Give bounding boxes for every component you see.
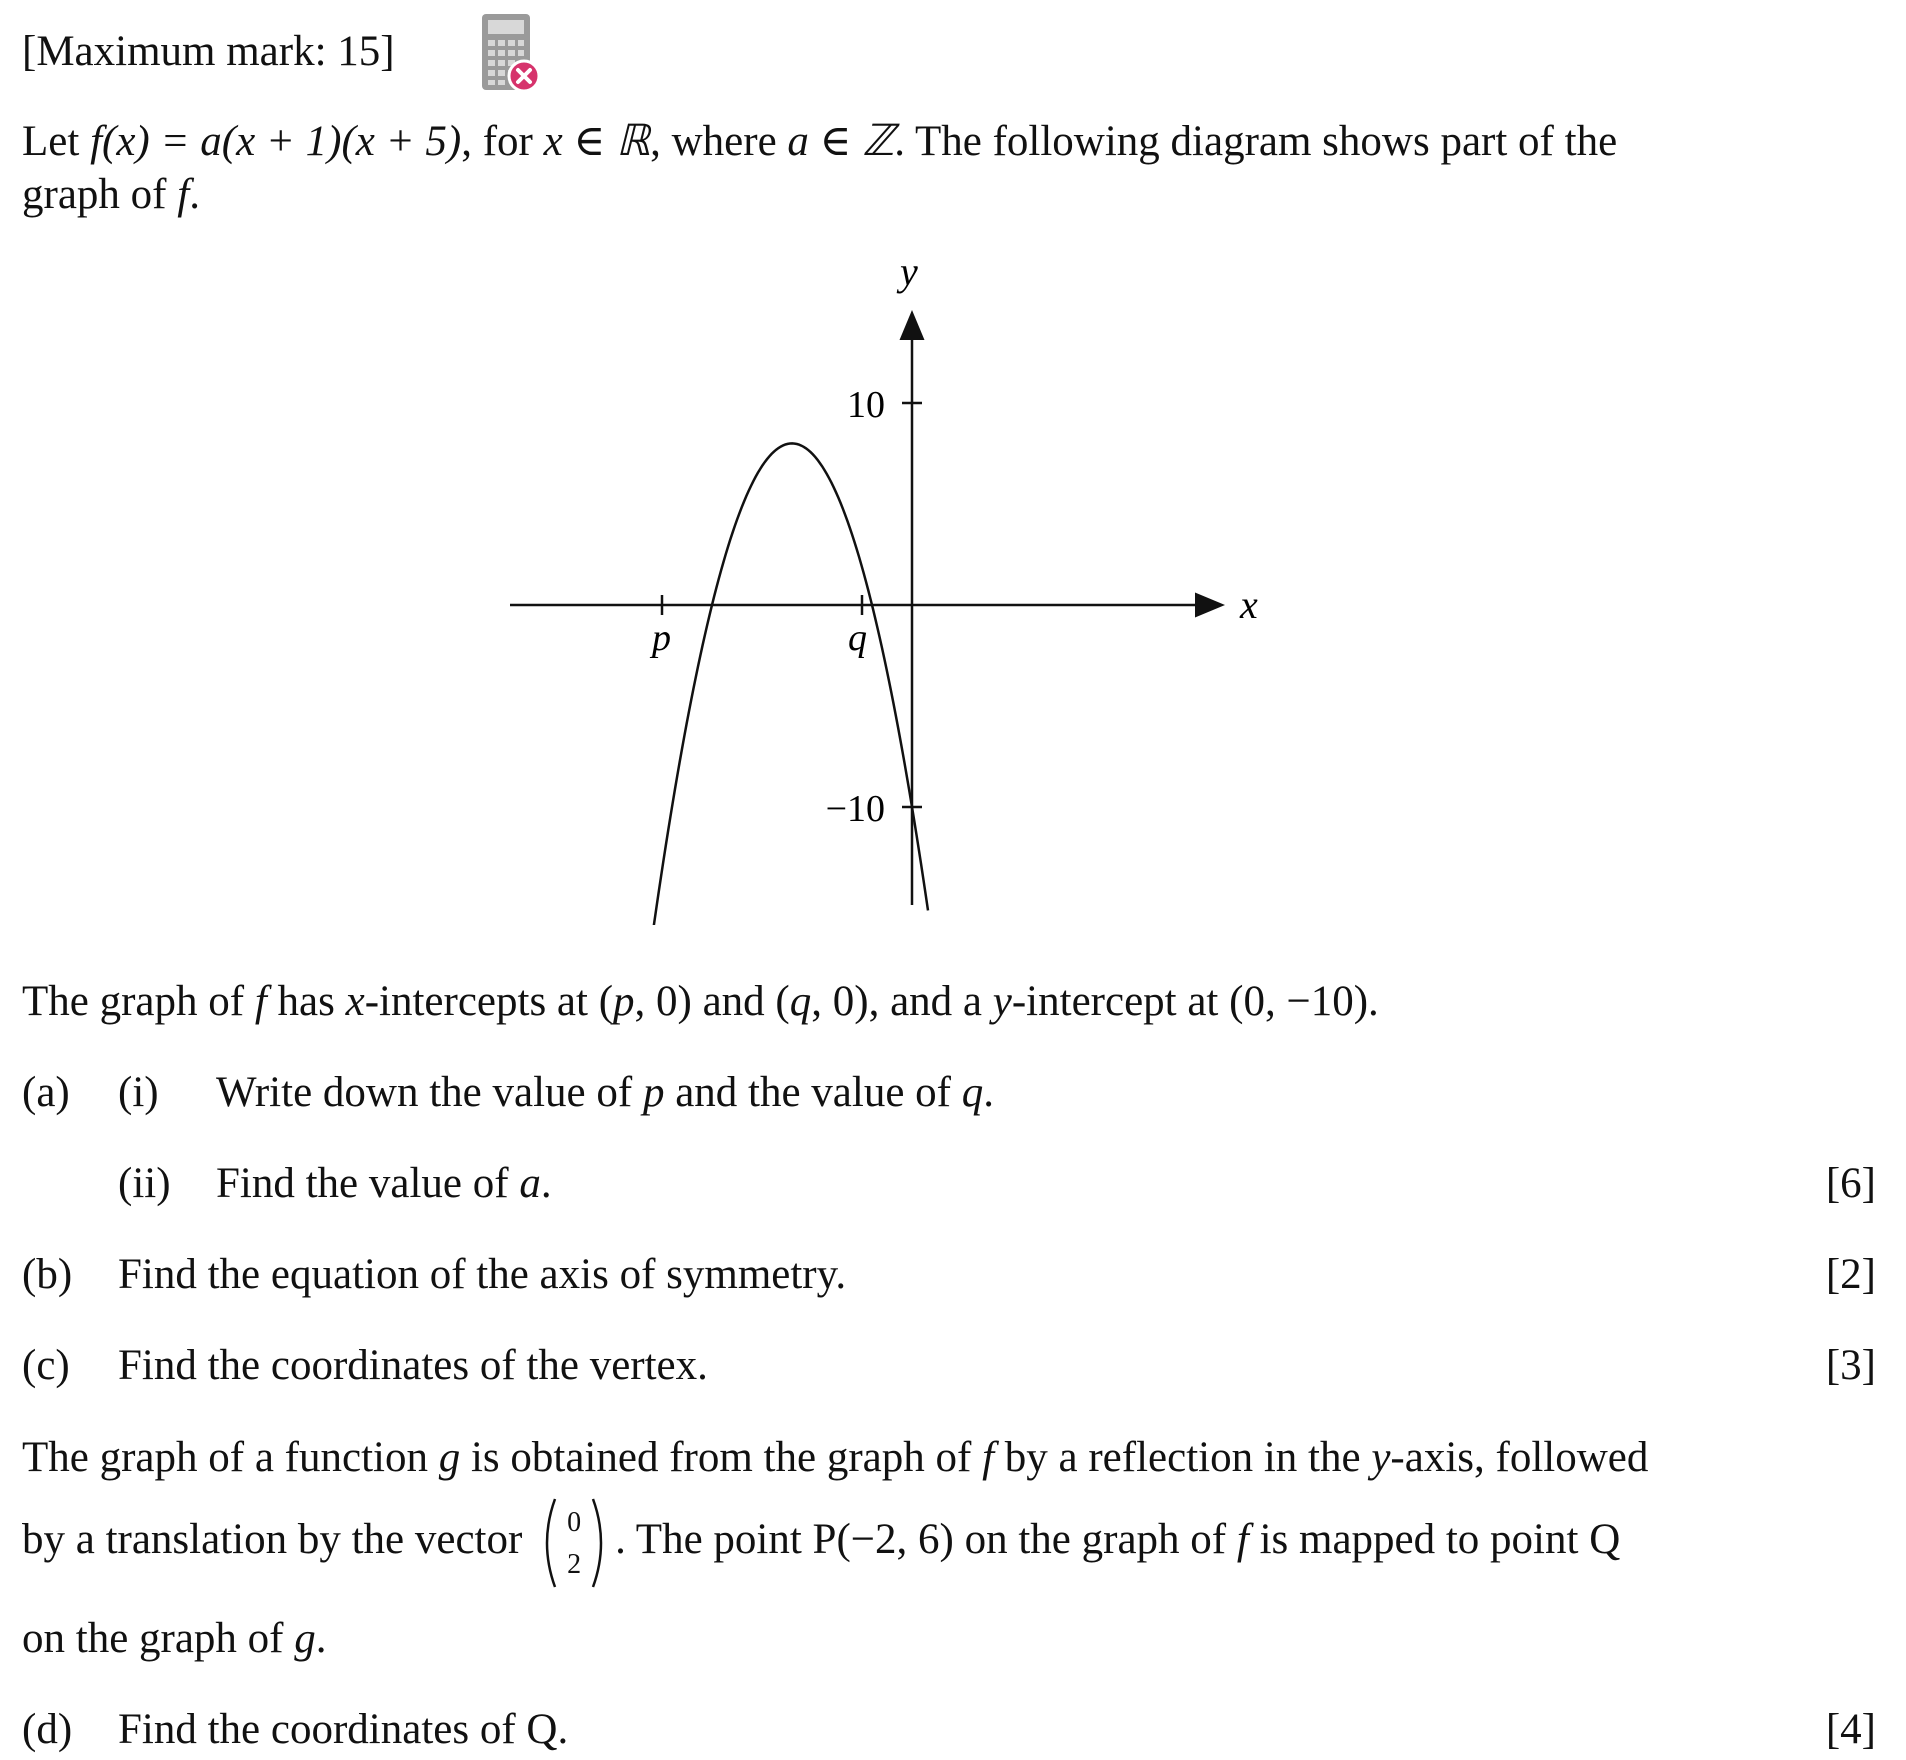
max-mark: [Maximum mark: 15]: [22, 28, 395, 75]
part-b-marks: [2]: [1825, 1251, 1876, 1298]
part-b: (b) Find the equation of the axis of symmetry.: [22, 1251, 847, 1298]
transform-line-1: The graph of a function g is obtained from the graph of f by a reflection in the y-axis, followed: [22, 1434, 1649, 1481]
y-tick-label-minus-10: −10: [825, 788, 885, 830]
y-tick-label-10: 10: [847, 384, 885, 426]
y-axis-label: y: [900, 255, 918, 294]
x-axis-label: x: [1240, 582, 1258, 627]
function-graph: [500, 255, 1280, 925]
intercept-statement: The graph of f has x-intercepts at (p, 0) and (q, 0), and a y-intercept at (0, −10).: [22, 978, 1379, 1025]
point-label-q: q: [848, 617, 867, 659]
intro-line-2: graph of f.: [22, 171, 200, 218]
part-c: (c) Find the coordinates of the vertex.: [22, 1342, 708, 1389]
part-d-marks: [4]: [1825, 1706, 1876, 1753]
point-label-p: p: [652, 617, 671, 659]
part-a-marks: [6]: [1825, 1160, 1876, 1207]
transform-line-3: on the graph of g.: [22, 1615, 327, 1662]
part-c-marks: [3]: [1825, 1342, 1876, 1389]
vector-top-value: 0: [567, 1507, 582, 1539]
parabola-curve: [652, 443, 928, 925]
intro-line-1: Let f(x) = a(x + 1)(x + 5), for x ∈ ℝ, where a ∈ ℤ. The following diagram shows part of the: [22, 118, 1618, 165]
part-a-i: (a) (i) Write down the value of p and the value of q.: [22, 1069, 994, 1116]
transform-line-2: by a translation by the vector 0 2 . The point P(−2, 6) on the graph of f is mapped to point Q: [22, 1492, 1620, 1588]
part-d: (d) Find the coordinates of Q.: [22, 1706, 569, 1753]
calculator-not-allowed-icon: [478, 12, 542, 96]
part-a-ii: (ii) Find the value of a.: [118, 1160, 552, 1207]
translation-vector: [537, 1495, 611, 1591]
vector-bottom-value: 2: [567, 1549, 582, 1581]
